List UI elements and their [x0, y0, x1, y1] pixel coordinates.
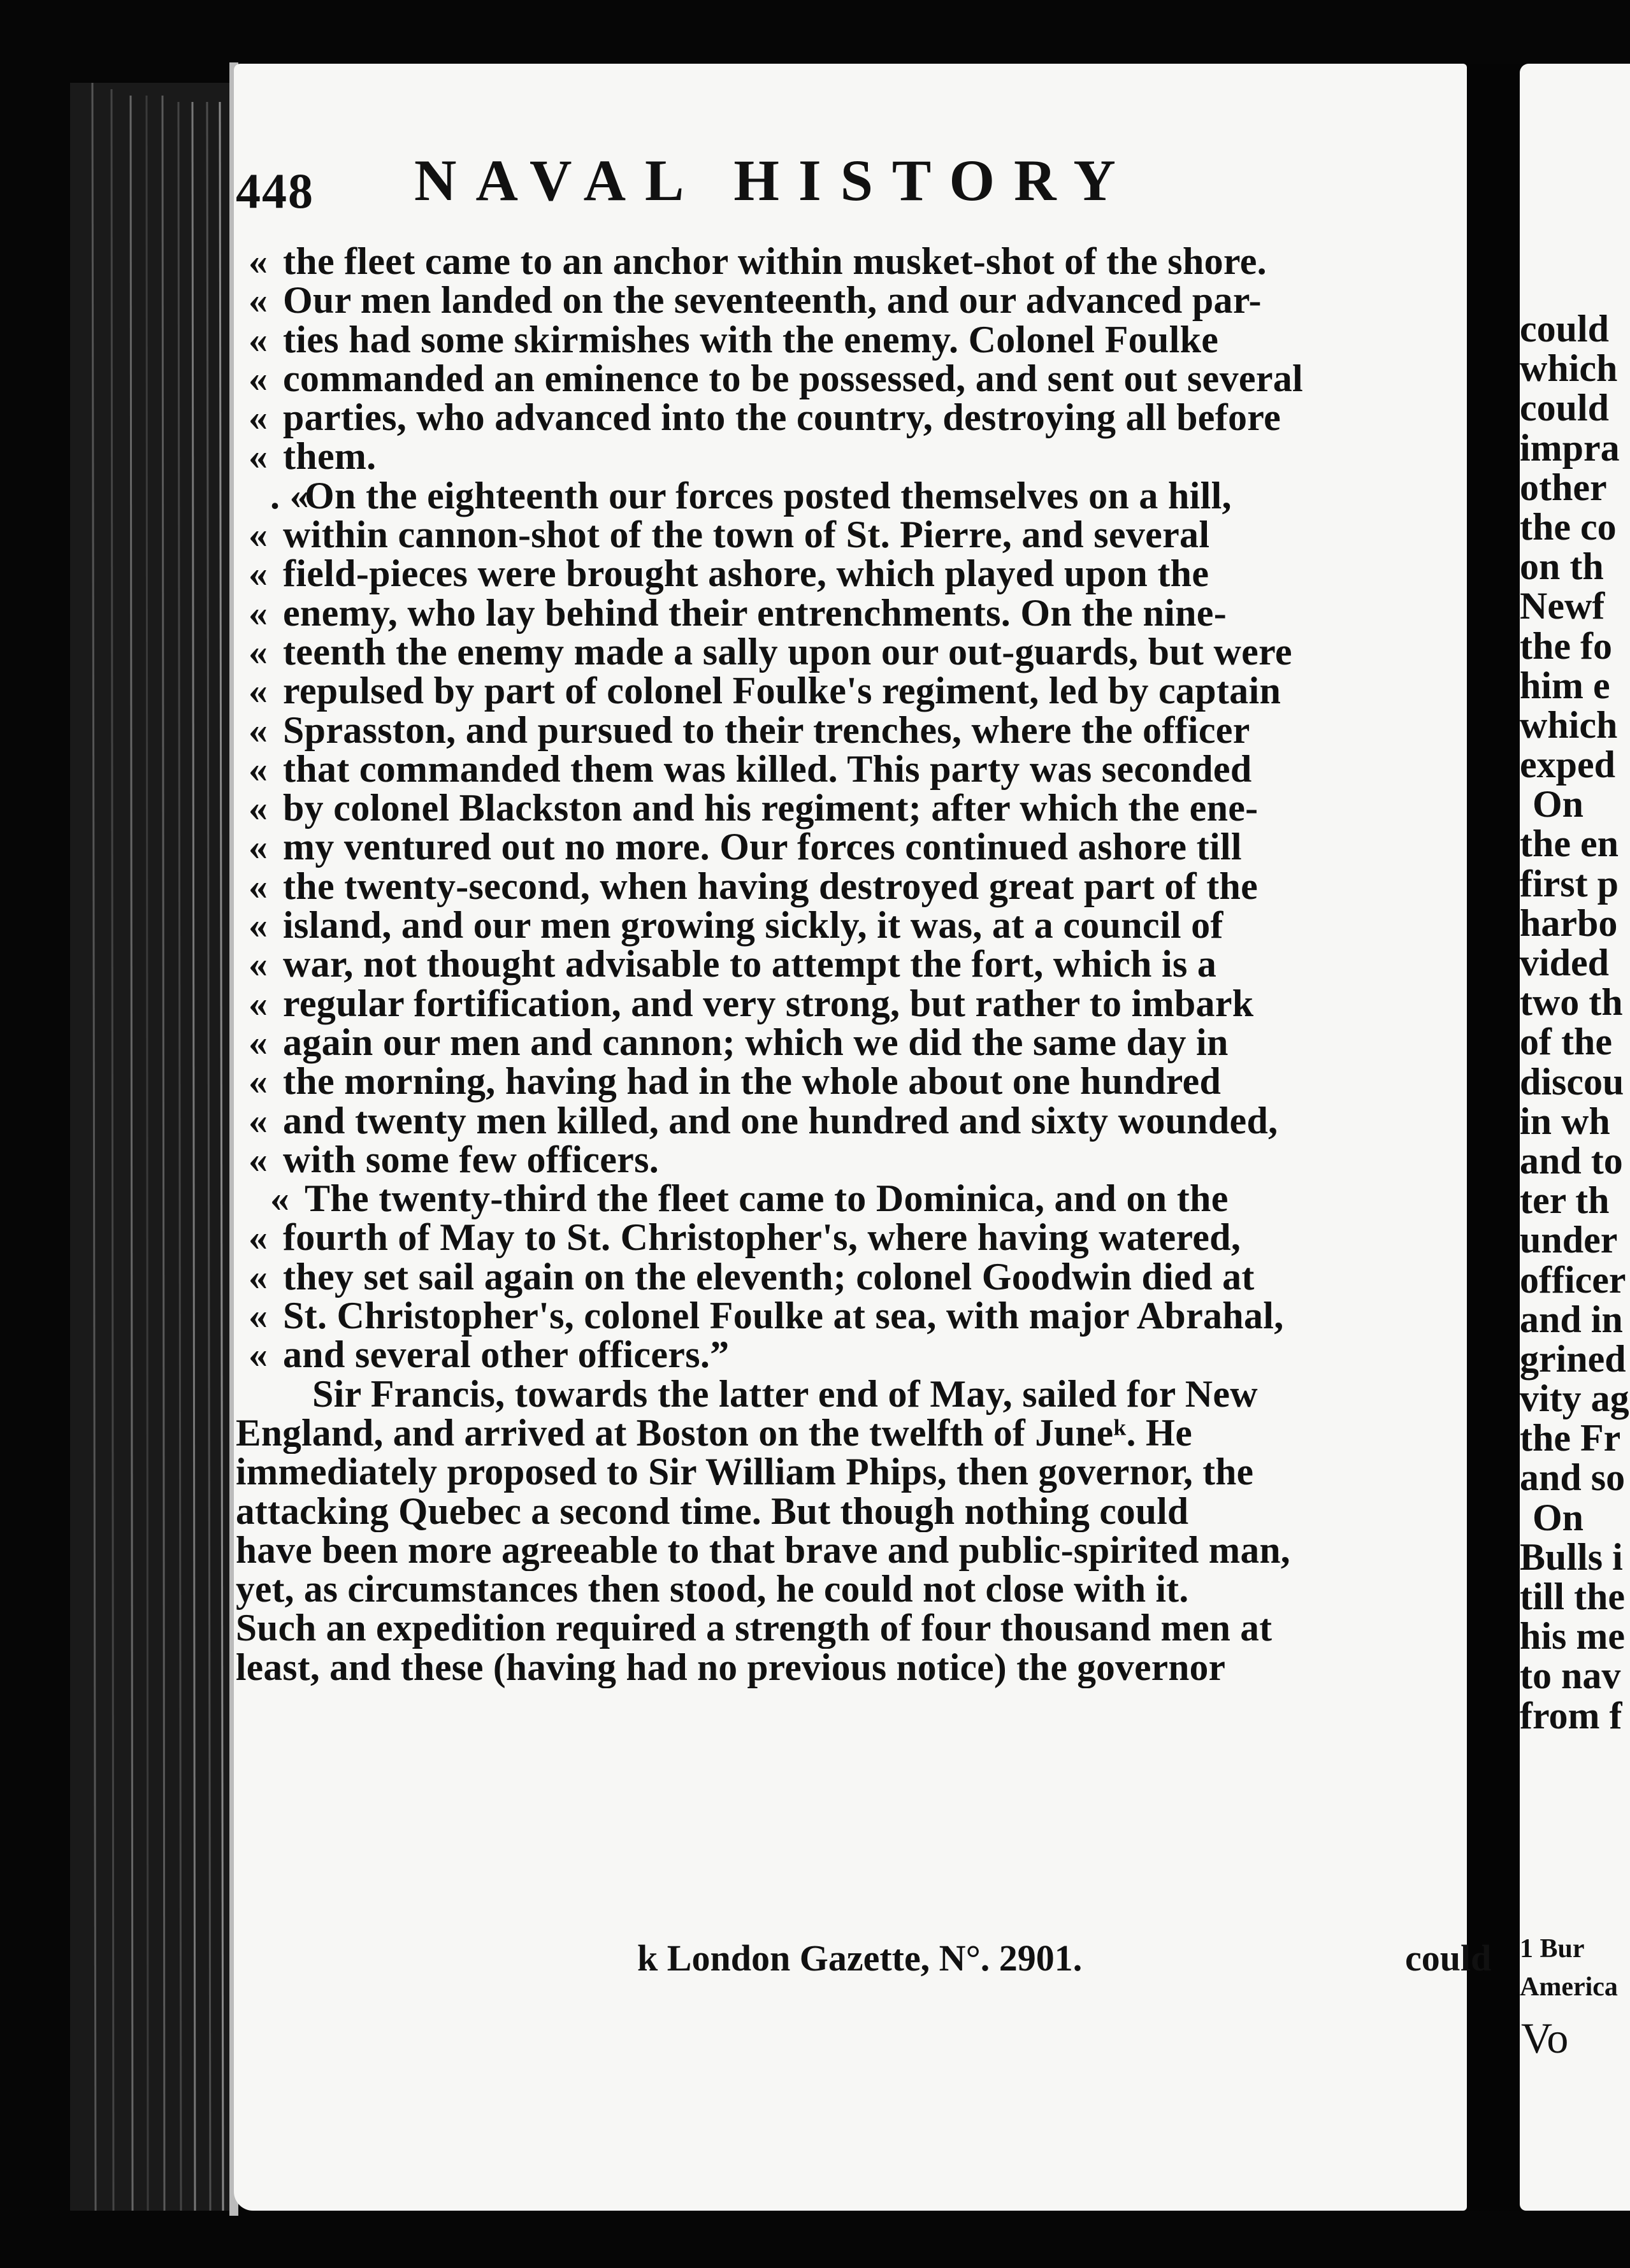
quote-mark: « — [249, 865, 268, 907]
footnote: k London Gazette, N°. 2901. — [637, 1937, 1083, 1979]
quote-mark: « — [249, 630, 268, 673]
text-line — [249, 1255, 1427, 1298]
quote-mark: « — [249, 1060, 268, 1103]
quote-mark: « — [249, 826, 268, 868]
line-text: Our men landed on the seventeenth, and our advanced par- — [283, 279, 1262, 322]
text-line — [236, 1453, 1414, 1491]
right-page-line: from f — [1520, 1694, 1622, 1737]
right-page-line: his me — [1520, 1615, 1625, 1658]
line-text: the twenty-second, when having destroyed great part of the — [283, 865, 1259, 907]
quote-mark: « — [249, 240, 268, 282]
quote-mark: « — [249, 982, 268, 1024]
right-page-line: the fo — [1520, 624, 1612, 667]
line-text: England, and arrived at Boston on the twelfth of Juneᵏ. He — [236, 1411, 1193, 1454]
text-line — [236, 1411, 1414, 1454]
text-line — [249, 747, 1427, 790]
line-text: and twenty men killed, and one hundred and sixty wounded, — [283, 1099, 1278, 1142]
text-line — [236, 1648, 1414, 1687]
text-line — [236, 1528, 1414, 1571]
right-page-line: harbo — [1520, 901, 1618, 944]
line-text: field-pieces were brought ashore, which played upon the — [283, 552, 1209, 595]
line-text: enemy, who lay behind their entrenchments. On the nine- — [283, 591, 1227, 634]
line-text: St. Christopher's, colonel Foulke at sea, with major Abrahal, — [283, 1295, 1284, 1337]
right-page-line: under — [1520, 1219, 1618, 1261]
quote-mark: « — [249, 513, 268, 556]
right-page-line: discou — [1520, 1060, 1624, 1103]
quote-mark: « — [249, 670, 268, 712]
quote-mark: « — [249, 591, 268, 634]
page-header — [236, 121, 1255, 229]
text-line — [249, 1179, 1427, 1218]
quote-mark: « — [249, 396, 268, 439]
quote-mark: « — [249, 1138, 268, 1181]
right-page-line: vided — [1520, 942, 1610, 984]
quote-mark: « — [249, 747, 268, 790]
text-line — [249, 359, 1427, 398]
right-page-line: till the — [1520, 1575, 1625, 1618]
line-text: Sir Francis, towards the latter end of May, sailed for New — [312, 1372, 1258, 1415]
right-page-line: other — [1520, 466, 1607, 508]
line-text: attacking Quebec a second time. But though nothing could — [236, 1489, 1189, 1532]
line-text: Such an expedition required a strength of four thousand men at — [236, 1607, 1273, 1649]
right-page-line: Bulls i — [1520, 1535, 1623, 1578]
line-text: my ventured out no more. Our forces continued ashore till — [283, 826, 1242, 868]
line-text: the morning, having had in the whole about one hundred — [283, 1060, 1222, 1103]
right-page-line: the co — [1520, 505, 1617, 548]
line-text: they set sail again on the eleventh; colonel Goodwin died at — [283, 1255, 1255, 1298]
right-page-line: first p — [1520, 862, 1619, 905]
line-text: the fleet came to an anchor within musket-shot of the shore. — [283, 240, 1267, 282]
line-text: least, and these (having had no previous notice) the governor — [236, 1646, 1226, 1688]
text-line — [249, 320, 1427, 359]
quote-mark: « — [249, 708, 268, 751]
text-line — [249, 828, 1427, 866]
text-line — [249, 515, 1427, 554]
right-page-line: and to — [1520, 1139, 1623, 1182]
line-text: them. — [283, 435, 377, 478]
line-text: within cannon-shot of the town of St. Pierre, and several — [283, 513, 1210, 556]
page-number: 448 — [236, 163, 314, 219]
running-head: NAVAL HISTORY — [414, 148, 1135, 213]
quote-mark: « — [249, 1333, 268, 1376]
line-text: war, not thought advisable to attempt the fort, which is a — [283, 943, 1217, 986]
right-page-line: officer — [1520, 1258, 1626, 1301]
text-line — [249, 474, 1427, 517]
right-page-line: and so — [1520, 1456, 1626, 1499]
text-line — [249, 945, 1427, 984]
quote-mark: « — [249, 1255, 268, 1298]
text-line — [249, 398, 1427, 437]
right-page-signature: Vo — [1521, 2014, 1569, 2062]
line-text: have been more agreeable to that brave and public-spirited man, — [236, 1528, 1290, 1571]
right-page-line: which — [1520, 703, 1618, 746]
text-line — [274, 1372, 1427, 1415]
right-page-line: to nav — [1520, 1654, 1621, 1697]
quote-mark: « — [249, 435, 268, 478]
quote-mark: « — [249, 1216, 268, 1259]
text-line — [249, 591, 1427, 634]
line-text: Sprasston, and pursued to their trenches, where the officer — [283, 708, 1250, 751]
text-line — [249, 1023, 1427, 1062]
right-facing-page — [1520, 64, 1630, 2211]
right-page-line: of the — [1520, 1021, 1612, 1063]
right-page-line: On — [1533, 1496, 1584, 1539]
right-page-line: vity ag — [1520, 1377, 1629, 1420]
quote-mark: « — [270, 1177, 290, 1220]
text-line — [249, 630, 1427, 673]
quote-mark: « — [249, 787, 268, 829]
quote-mark: « — [249, 1021, 268, 1063]
quote-mark: « — [249, 357, 268, 399]
text-line — [236, 1489, 1414, 1532]
right-page-text — [1520, 309, 1629, 1735]
text-line — [249, 1062, 1427, 1101]
text-line — [249, 281, 1427, 320]
text-line — [249, 1099, 1427, 1142]
text-line — [249, 1140, 1427, 1179]
quote-mark: « — [249, 904, 268, 947]
line-text: island, and our men growing sickly, it was, at a council of — [283, 904, 1223, 947]
line-text: ties had some skirmishes with the enemy. Colonel Foulke — [283, 318, 1219, 361]
line-text: On the eighteenth our forces posted themselves on a hill, — [305, 474, 1232, 517]
quote-mark: « — [249, 943, 268, 986]
line-text: parties, who advanced into the country, destroying all before — [283, 396, 1281, 439]
right-page-footnote-text: America — [1520, 1972, 1618, 2002]
line-text: by colonel Blackston and his regiment; after which the ene- — [283, 787, 1259, 829]
line-text: fourth of May to St. Christopher's, where having watered, — [283, 1216, 1241, 1259]
line-text: commanded an eminence to be possessed, and sent out several — [283, 357, 1304, 399]
text-line — [249, 437, 1427, 476]
right-page-line: impra — [1520, 426, 1620, 469]
line-text: immediately proposed to Sir William Phips, then governor, the — [236, 1451, 1254, 1493]
body-text — [236, 240, 1427, 1688]
quote-mark: « — [249, 279, 268, 322]
line-text: again our men and cannon; which we did the same day in — [283, 1021, 1229, 1063]
line-text: regular fortification, and very strong, but rather to imbark — [283, 982, 1254, 1024]
right-page-line: on th — [1520, 545, 1604, 588]
line-text: that commanded them was killed. This party was seconded — [283, 747, 1252, 790]
text-line — [249, 984, 1427, 1023]
right-page-line: him e — [1520, 664, 1610, 707]
line-text: and several other officers.” — [283, 1333, 730, 1376]
right-page-line: grined — [1520, 1337, 1626, 1380]
right-page-line: and in — [1520, 1298, 1623, 1340]
text-line — [249, 1296, 1427, 1335]
right-page-line: two th — [1520, 981, 1623, 1024]
catchword: could — [1405, 1937, 1492, 1979]
line-text: yet, as circumstances then stood, he could not close with it. — [236, 1568, 1189, 1611]
right-page-line: in wh — [1520, 1100, 1610, 1142]
text-line — [249, 671, 1427, 710]
right-page-line: the Fr — [1520, 1417, 1621, 1460]
quote-mark: « — [249, 552, 268, 595]
quote-mark: « — [249, 318, 268, 361]
line-text: with some few officers. — [283, 1138, 660, 1181]
line-text: The twenty-third the fleet came to Dominica, and on the — [305, 1177, 1229, 1220]
line-text: teenth the enemy made a sally upon our out-guards, but were — [283, 630, 1292, 673]
right-page-line: On — [1533, 783, 1584, 826]
right-page-footnote-marker: 1 Bur — [1520, 1934, 1585, 1963]
line-text: repulsed by part of colonel Foulke's regiment, led by captain — [283, 670, 1281, 712]
quote-mark: « — [249, 1099, 268, 1142]
right-page-line: which — [1520, 347, 1618, 390]
text-line — [249, 1218, 1427, 1257]
right-page-line: exped — [1520, 743, 1615, 786]
right-page-line: the en — [1520, 822, 1619, 865]
text-line — [249, 242, 1427, 281]
right-page-line: Newf — [1520, 585, 1605, 628]
text-line — [236, 1570, 1414, 1609]
text-line — [236, 1609, 1414, 1647]
text-line — [249, 1335, 1427, 1374]
quote-mark: . « — [270, 474, 309, 517]
text-line — [249, 708, 1427, 751]
text-line — [249, 867, 1427, 906]
right-page-line: ter th — [1520, 1179, 1610, 1222]
text-line — [249, 554, 1427, 593]
text-line — [249, 789, 1427, 828]
right-page-line: could — [1520, 308, 1610, 350]
text-line — [249, 906, 1427, 945]
right-page-line: could — [1520, 387, 1610, 429]
quote-mark: « — [249, 1295, 268, 1337]
